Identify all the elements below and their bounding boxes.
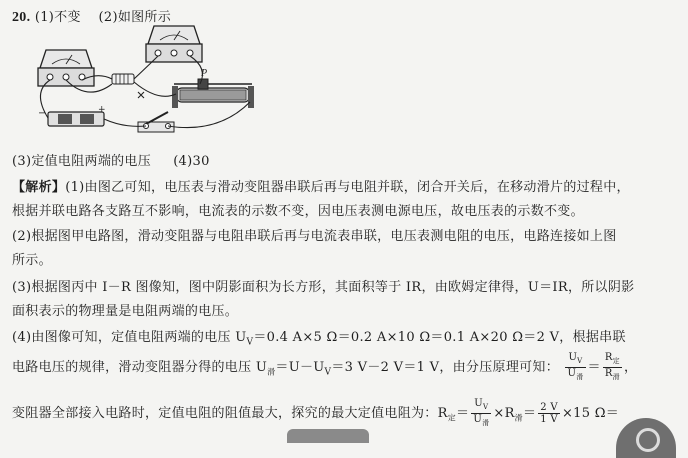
battery-plus-label: +: [98, 105, 106, 115]
p5-value-fraction: [538, 402, 560, 425]
equals-2: ＝: [456, 406, 470, 421]
question-number: 20.: [12, 10, 31, 25]
battery-minus-label: −: [38, 108, 47, 119]
floating-action-button[interactable]: [616, 418, 676, 458]
analysis-line-9: [12, 398, 619, 429]
p4-line1: (4)由图像可知，定值电阻两端的电压 U: [12, 330, 247, 345]
p5-frac-num-sub: V: [483, 403, 489, 411]
slider-label: P: [201, 68, 208, 79]
fixed-resistor: [112, 74, 134, 84]
part3-and-4-answers: [12, 150, 210, 169]
analysis-line-4: 所示。: [12, 253, 52, 268]
equals-3: ＝: [522, 406, 537, 421]
part4-answer: (4)30: [173, 154, 210, 169]
p5-a: 变阻器全部接入电路时，定值电阻的阻值最大，探究的最大定值电阻为：R: [12, 406, 448, 421]
voltmeter: [146, 26, 202, 62]
equals-1: ＝: [587, 360, 601, 375]
frac2-den-sub: 滑: [612, 373, 620, 381]
part3-answer: (3)定值电阻两端的电压: [12, 154, 152, 169]
p4-line2-b: ＝U－U: [275, 360, 325, 375]
frac2-num-sub: 定: [612, 357, 620, 365]
analysis-line-2: 根据并联电路各支路互不影响，电流表的示数不变，因电压表测电源电压，故电压表的示数不变。: [12, 204, 584, 219]
p5-frac-num: U: [474, 398, 484, 409]
slide-rheostat: [172, 68, 254, 108]
p5-sub-hua: 滑: [514, 413, 523, 423]
switch: [138, 112, 174, 132]
frac1-den-sub: 滑: [576, 373, 584, 381]
voltage-ratio-fraction: [565, 352, 585, 383]
frac2-num: R: [604, 352, 613, 363]
analysis-line-5: (3)根据图丙中 I－R 图像知，图中阴影面积为长方形，其面积等于 IR，由欧姆定律得，U＝IR，所以阴影: [12, 280, 635, 295]
p5-frac-den-sub: 滑: [482, 419, 490, 427]
resistance-ratio-fraction: [603, 352, 622, 383]
p4-line2-c: ＝3 V－2 V＝1 V，由分压原理可知：: [331, 360, 560, 375]
search-icon: [636, 428, 660, 452]
p5-sub-ding: 定: [447, 413, 457, 423]
frac1-num: U: [568, 352, 578, 363]
p5-frac-den: U: [473, 414, 483, 425]
p4-line1-rest: ＝0.4 A×5 Ω＝0.2 A×10 Ω＝0.1 A×20 Ω＝2 V，根据串联: [253, 330, 626, 345]
analysis-line-6: 面积表示的物理量是电阻两端的电压。: [12, 304, 239, 319]
p5-voltage-fraction: [471, 398, 491, 429]
p4-sub-v-2: V: [324, 367, 332, 378]
frac1-num-sub: V: [577, 357, 583, 365]
analysis-line-1: [12, 176, 630, 195]
part1-answer: (1)不变: [34, 10, 81, 25]
analysis-line-3: (2)根据图甲电路图，滑动变阻器与电阻串联后再与电流表串联，电压表测电阻的电压，电路连接如上图: [12, 229, 617, 244]
analysis-line-8: [12, 352, 637, 383]
analysis-tag: 【解析】: [12, 180, 66, 195]
frac2-den: R: [604, 368, 613, 379]
circuit-diagram: [28, 22, 258, 142]
p4-sub-hua: 滑: [267, 367, 276, 377]
part2-answer: (2)如图所示: [98, 10, 172, 25]
analysis-p1-line1: (1)由图乙可知，电压表与滑动变阻器串联后再与电阻并联，闭合开关后，在移动滑片的过程中，: [65, 180, 630, 195]
comma: ，: [623, 360, 638, 375]
p5-b: ×R: [493, 406, 515, 421]
analysis-line-7: [12, 326, 626, 348]
battery: [38, 105, 106, 126]
p5-value-num: 2 V: [540, 402, 558, 413]
p4-sub-v: V: [246, 337, 254, 348]
p5-value-den: 1 V: [540, 414, 558, 425]
p5-c: ×15 Ω＝: [561, 406, 620, 421]
p4-line2-a: 电路电压的规律，滑动变阻器分得的电压 U: [12, 360, 268, 375]
frac1-den: U: [567, 368, 577, 379]
bottom-scroll-handle[interactable]: [287, 429, 369, 443]
